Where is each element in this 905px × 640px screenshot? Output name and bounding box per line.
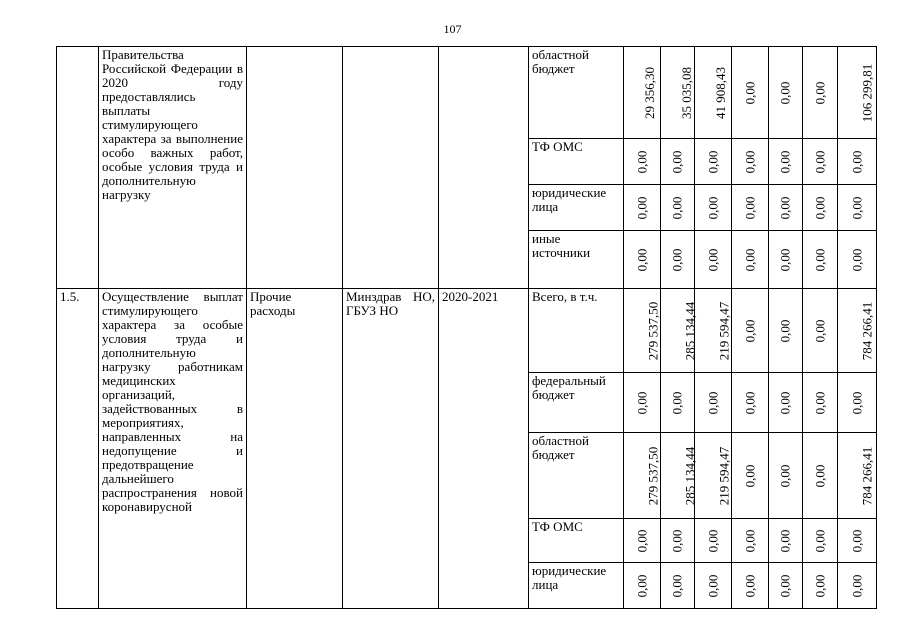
value-text: 0,00 bbox=[634, 574, 649, 597]
value-cell bbox=[732, 139, 769, 185]
value-text: 0,00 bbox=[669, 574, 685, 597]
value-text: 0,00 bbox=[812, 248, 827, 271]
value-cell bbox=[695, 139, 732, 185]
value-text: 0,00 bbox=[669, 529, 685, 552]
value-cell bbox=[838, 433, 877, 519]
value-cell bbox=[661, 231, 695, 289]
expense-type: Прочие расходы bbox=[247, 289, 343, 609]
page-number: 107 bbox=[443, 22, 462, 36]
value-cell bbox=[769, 519, 803, 563]
value-text: 0,00 bbox=[742, 196, 757, 219]
value-text: 0,00 bbox=[705, 196, 720, 219]
value-cell bbox=[838, 289, 877, 373]
value-cell bbox=[695, 563, 732, 609]
value-cell bbox=[838, 519, 877, 563]
funding-source: юридические лица bbox=[529, 563, 624, 609]
value-cell bbox=[695, 289, 732, 373]
value-text: 0,00 bbox=[849, 150, 864, 173]
value-text: 0,00 bbox=[812, 196, 827, 219]
value-text: 219 594,47 bbox=[716, 446, 732, 505]
value-text: 0,00 bbox=[634, 150, 649, 173]
value-cell bbox=[695, 47, 732, 139]
value-text: 0,00 bbox=[669, 248, 685, 271]
value-text: 0,00 bbox=[705, 529, 720, 552]
value-cell bbox=[661, 373, 695, 433]
value-cell bbox=[661, 139, 695, 185]
value-cell bbox=[624, 563, 661, 609]
value-text: 0,00 bbox=[812, 150, 827, 173]
value-text: 0,00 bbox=[849, 196, 864, 219]
measure-description: Правительства Российской Федерации в 2020 году предоставлялись выплаты стимулирующего характера за выполнение особо важных работ, особые условия труда и дополнительную нагрузку bbox=[99, 47, 247, 289]
value-cell bbox=[769, 289, 803, 373]
value-cell bbox=[695, 231, 732, 289]
value-cell bbox=[838, 231, 877, 289]
value-cell bbox=[624, 231, 661, 289]
value-text: 0,00 bbox=[705, 150, 720, 173]
value-cell bbox=[624, 373, 661, 433]
value-cell bbox=[769, 563, 803, 609]
value-cell bbox=[838, 563, 877, 609]
value-cell bbox=[803, 185, 838, 231]
value-text: 0,00 bbox=[777, 391, 793, 414]
value-cell bbox=[838, 185, 877, 231]
value-text: 0,00 bbox=[705, 574, 720, 597]
value-text: 0,00 bbox=[742, 319, 757, 342]
measure-description: Осуществление выплат стимулирующего характера за особые условия труда и дополнительную нагрузку работникам медицинских организаций, задействованных в мероприятиях, направленных на недопущение и предотвращение дальнейшего распространения новой коронавирусной bbox=[99, 289, 247, 609]
value-text: 106 299,81 bbox=[859, 63, 875, 122]
program-table bbox=[56, 46, 877, 609]
value-cell bbox=[769, 231, 803, 289]
value-text: 279 537,50 bbox=[645, 446, 661, 505]
value-cell bbox=[838, 47, 877, 139]
value-text: 0,00 bbox=[634, 391, 649, 414]
value-cell bbox=[661, 185, 695, 231]
value-text: 0,00 bbox=[742, 574, 757, 597]
value-cell bbox=[803, 139, 838, 185]
value-cell bbox=[695, 433, 732, 519]
value-text: 0,00 bbox=[742, 248, 757, 271]
funding-source: Всего, в т.ч. bbox=[529, 289, 624, 373]
value-cell bbox=[769, 47, 803, 139]
value-cell bbox=[661, 433, 698, 519]
value-cell bbox=[624, 519, 661, 563]
value-text: 0,00 bbox=[777, 464, 793, 487]
expense-type bbox=[247, 47, 343, 289]
funding-source: юридические лица bbox=[529, 185, 624, 231]
value-text: 41 908,43 bbox=[713, 66, 728, 119]
value-cell bbox=[803, 231, 838, 289]
value-cell bbox=[624, 433, 661, 519]
value-text: 285 134,44 bbox=[682, 301, 698, 360]
value-text: 219 594,47 bbox=[716, 301, 732, 360]
value-text: 0,00 bbox=[634, 248, 649, 271]
value-cell bbox=[624, 139, 661, 185]
value-cell bbox=[769, 373, 803, 433]
value-text: 279 537,50 bbox=[645, 301, 661, 360]
value-cell bbox=[661, 47, 695, 139]
funding-source: областной бюджет bbox=[529, 47, 624, 139]
value-text: 0,00 bbox=[849, 574, 864, 597]
value-cell bbox=[838, 139, 877, 185]
value-text: 0,00 bbox=[812, 319, 827, 342]
value-text: 0,00 bbox=[812, 529, 827, 552]
value-text: 0,00 bbox=[777, 248, 793, 271]
value-text: 0,00 bbox=[849, 529, 864, 552]
value-cell bbox=[803, 433, 838, 519]
funding-source: ТФ ОМС bbox=[529, 519, 624, 563]
table-row bbox=[57, 47, 877, 139]
value-text: 0,00 bbox=[669, 150, 685, 173]
row-number: 1.5. bbox=[57, 289, 99, 609]
value-text: 285 134,44 bbox=[682, 446, 698, 505]
value-cell bbox=[695, 519, 732, 563]
funding-source: федеральный бюджет bbox=[529, 373, 624, 433]
value-cell bbox=[732, 185, 769, 231]
value-cell bbox=[769, 433, 803, 519]
value-text: 0,00 bbox=[705, 391, 720, 414]
funding-source: иные источники bbox=[529, 231, 624, 289]
value-cell bbox=[769, 185, 803, 231]
value-text: 0,00 bbox=[777, 196, 793, 219]
value-cell bbox=[803, 289, 838, 373]
value-text: 0,00 bbox=[777, 529, 793, 552]
value-text: 0,00 bbox=[777, 319, 793, 342]
value-text: 0,00 bbox=[777, 574, 793, 597]
value-text: 0,00 bbox=[742, 529, 757, 552]
value-text: 0,00 bbox=[634, 529, 649, 552]
value-cell bbox=[661, 289, 698, 373]
value-text: 0,00 bbox=[777, 81, 793, 104]
value-cell bbox=[624, 185, 661, 231]
value-text: 0,00 bbox=[812, 81, 827, 104]
value-cell bbox=[732, 231, 769, 289]
value-text: 0,00 bbox=[849, 248, 864, 271]
period bbox=[439, 47, 529, 289]
value-cell bbox=[695, 185, 732, 231]
value-text: 0,00 bbox=[705, 248, 720, 271]
funding-source: областной бюджет bbox=[529, 433, 624, 519]
value-text: 0,00 bbox=[812, 574, 827, 597]
period: 2020-2021 bbox=[439, 289, 529, 609]
value-cell bbox=[661, 563, 695, 609]
value-cell bbox=[803, 373, 838, 433]
value-cell bbox=[732, 47, 769, 139]
value-cell bbox=[661, 519, 695, 563]
executor bbox=[343, 47, 439, 289]
value-cell bbox=[732, 289, 769, 373]
value-text: 0,00 bbox=[812, 464, 827, 487]
value-text: 0,00 bbox=[742, 464, 757, 487]
value-text: 35 035,08 bbox=[679, 66, 694, 119]
value-text: 0,00 bbox=[669, 391, 685, 414]
value-cell bbox=[803, 563, 838, 609]
table-row bbox=[57, 289, 877, 373]
value-text: 0,00 bbox=[742, 391, 757, 414]
value-text: 784 266,41 bbox=[859, 446, 875, 505]
value-cell bbox=[732, 373, 769, 433]
value-text: 0,00 bbox=[742, 81, 757, 104]
value-text: 0,00 bbox=[849, 391, 864, 414]
value-cell bbox=[769, 139, 803, 185]
value-cell bbox=[695, 373, 732, 433]
value-cell bbox=[624, 289, 661, 373]
value-text: 0,00 bbox=[669, 196, 685, 219]
value-text: 0,00 bbox=[812, 391, 827, 414]
value-cell bbox=[732, 433, 769, 519]
funding-source: ТФ ОМС bbox=[529, 139, 624, 185]
value-text: 0,00 bbox=[634, 196, 649, 219]
value-cell bbox=[803, 47, 838, 139]
value-cell bbox=[732, 519, 769, 563]
value-text: 784 266,41 bbox=[859, 301, 875, 360]
value-cell bbox=[838, 373, 877, 433]
row-number bbox=[57, 47, 99, 289]
value-text: 0,00 bbox=[777, 150, 793, 173]
value-cell bbox=[732, 563, 769, 609]
value-cell bbox=[624, 47, 661, 139]
value-text: 29 356,30 bbox=[642, 66, 657, 119]
value-text: 0,00 bbox=[742, 150, 757, 173]
value-cell bbox=[803, 519, 838, 563]
executor: Минздрав НО, ГБУЗ НО bbox=[343, 289, 439, 609]
